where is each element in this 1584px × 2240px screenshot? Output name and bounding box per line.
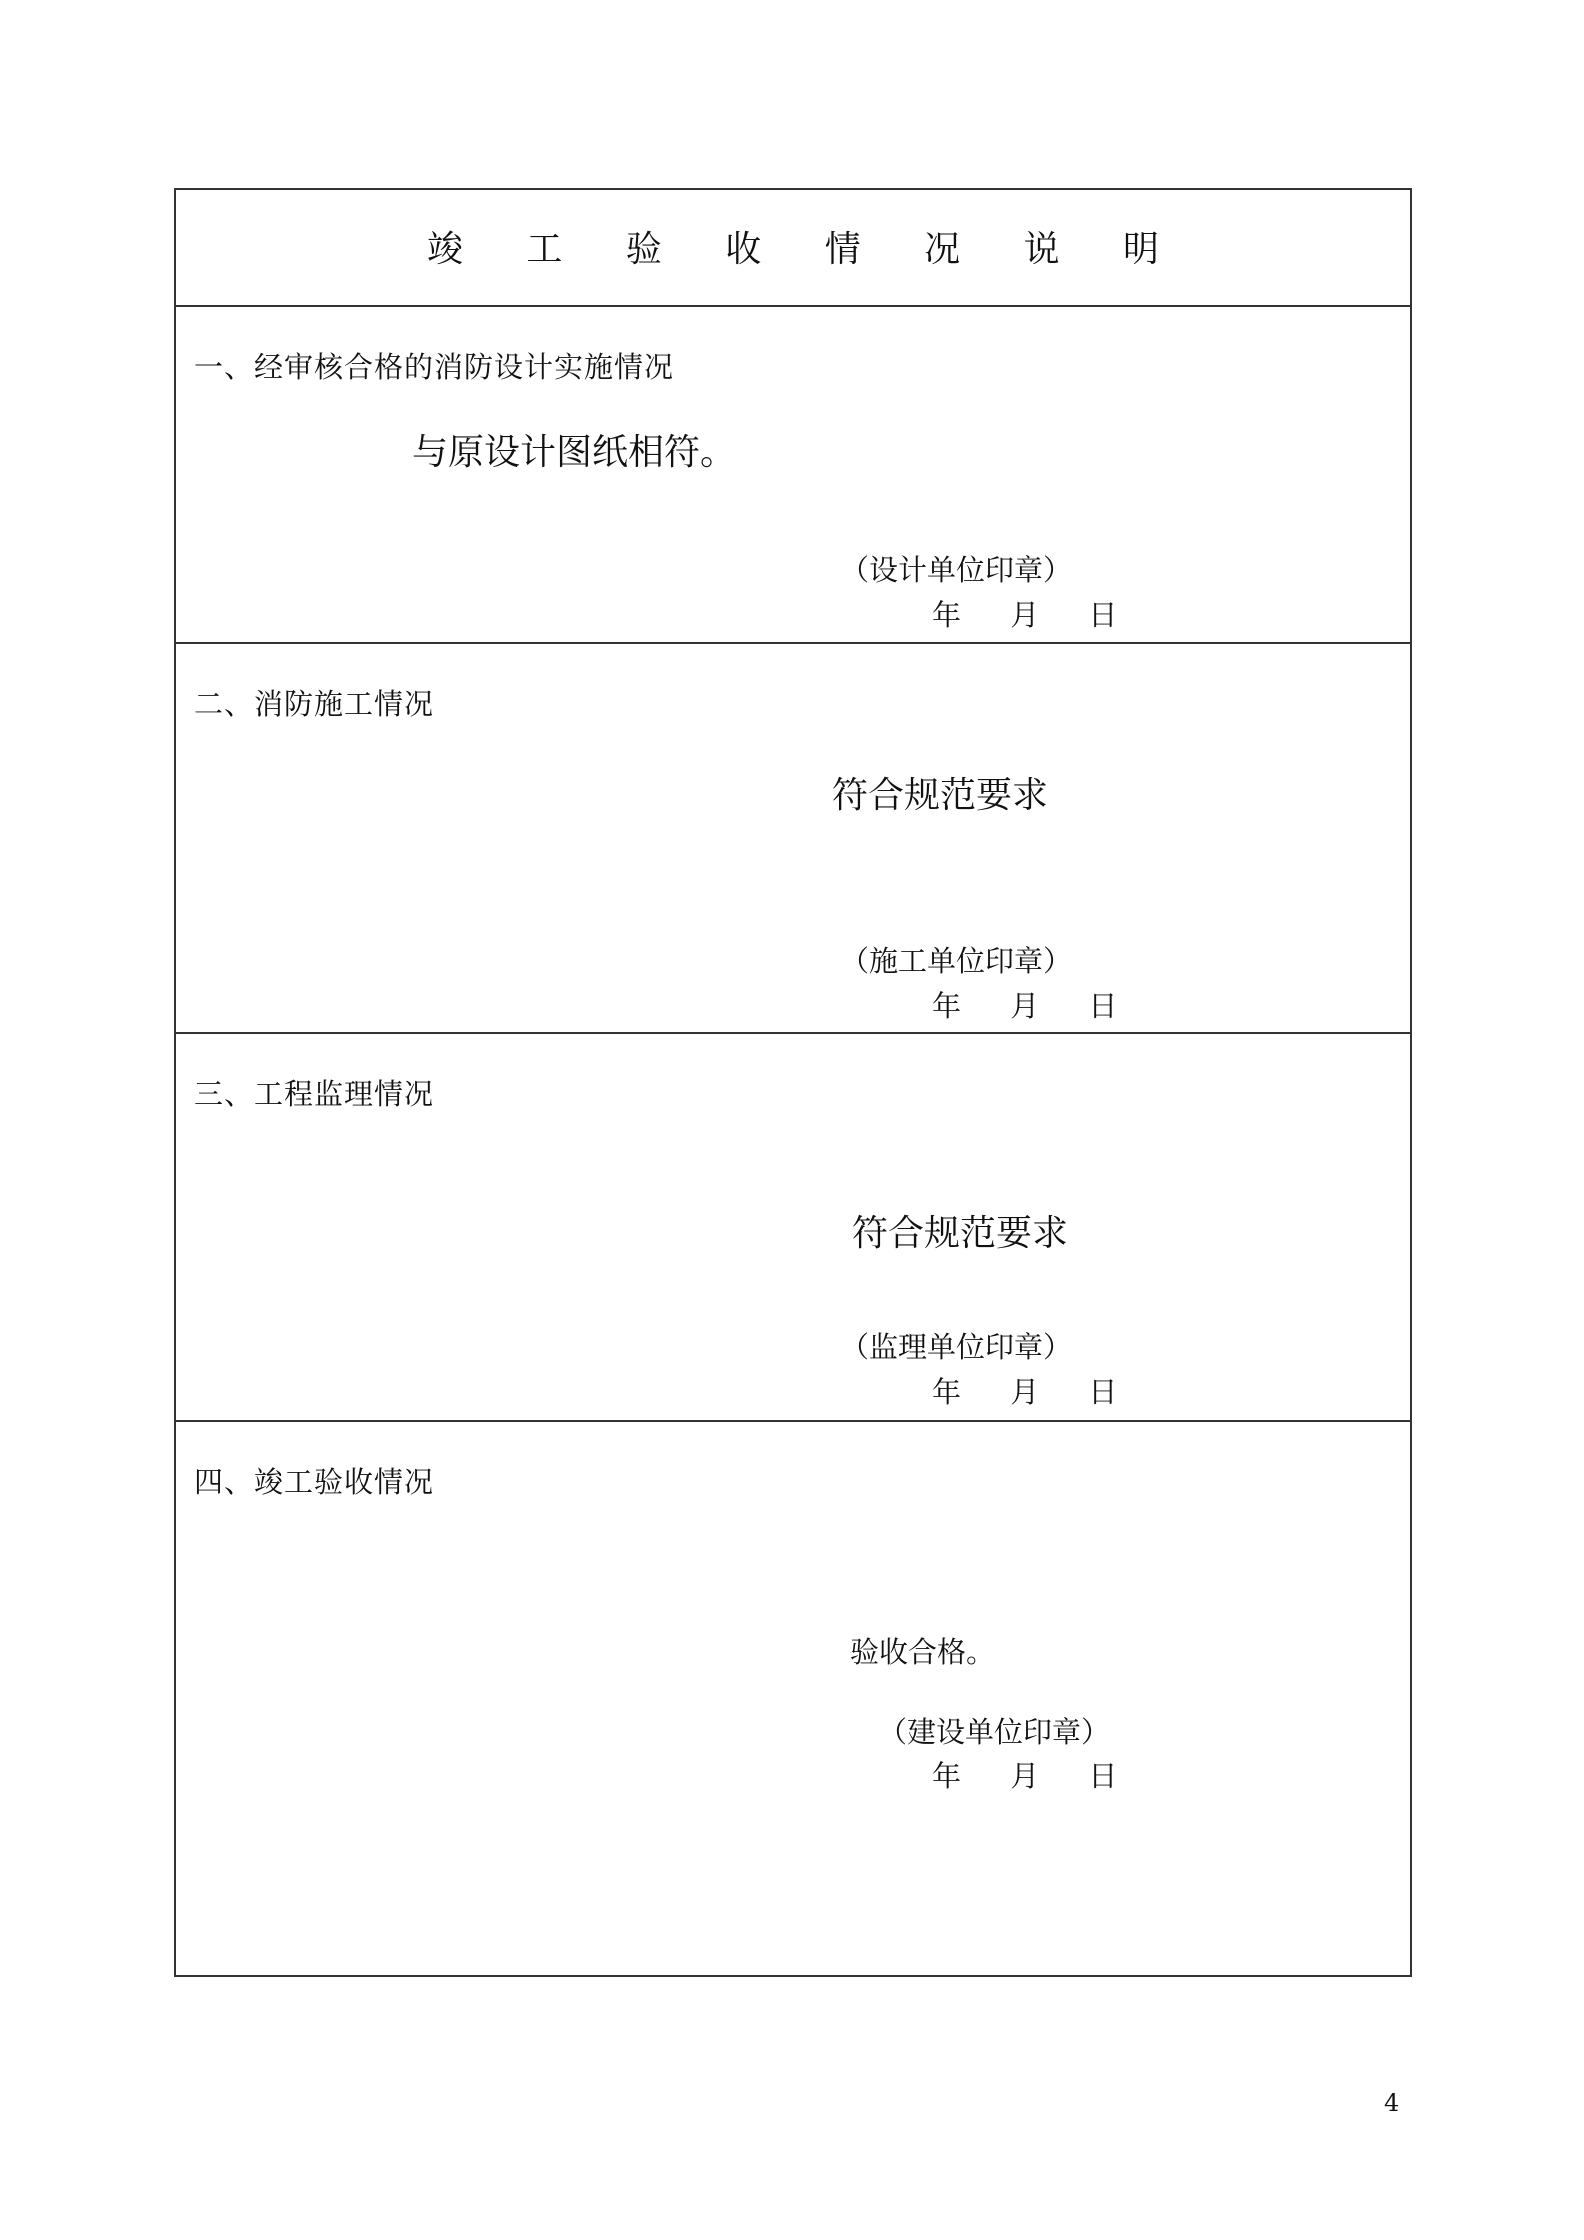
acceptance-form-table [174,188,1412,1977]
form-title: 竣 工 验 收 情 况 说 明 [426,229,1186,270]
section-content: 符合规范要求 [832,775,1049,816]
section-heading: 二、消防施工情况 [194,687,435,721]
date-line: 年 月 日 [932,989,1118,1023]
section-heading: 一、经审核合格的消防设计实施情况 [194,350,675,384]
table-header-row [176,190,1410,307]
section-project-supervision [176,1034,1410,1422]
section-heading: 三、工程监理情况 [194,1077,435,1111]
section-fire-construction [176,644,1410,1034]
page-number: 4 [1384,2089,1400,2117]
section-content: 符合规范要求 [852,1213,1069,1254]
stamp-label: （设计单位印章） [840,553,1073,587]
stamp-label: （施工单位印章） [840,944,1073,978]
section-completion-acceptance [176,1422,1410,1977]
date-line: 年 月 日 [932,1759,1118,1793]
section-content: 验收合格。 [850,1635,996,1669]
section-heading: 四、竣工验收情况 [194,1465,435,1499]
stamp-label: （监理单位印章） [840,1330,1073,1364]
date-line: 年 月 日 [932,598,1118,632]
date-line: 年 月 日 [932,1375,1118,1409]
section-content: 与原设计图纸相符。 [412,432,737,473]
stamp-label: （建设单位印章） [878,1715,1111,1749]
section-design-implementation [176,307,1410,644]
